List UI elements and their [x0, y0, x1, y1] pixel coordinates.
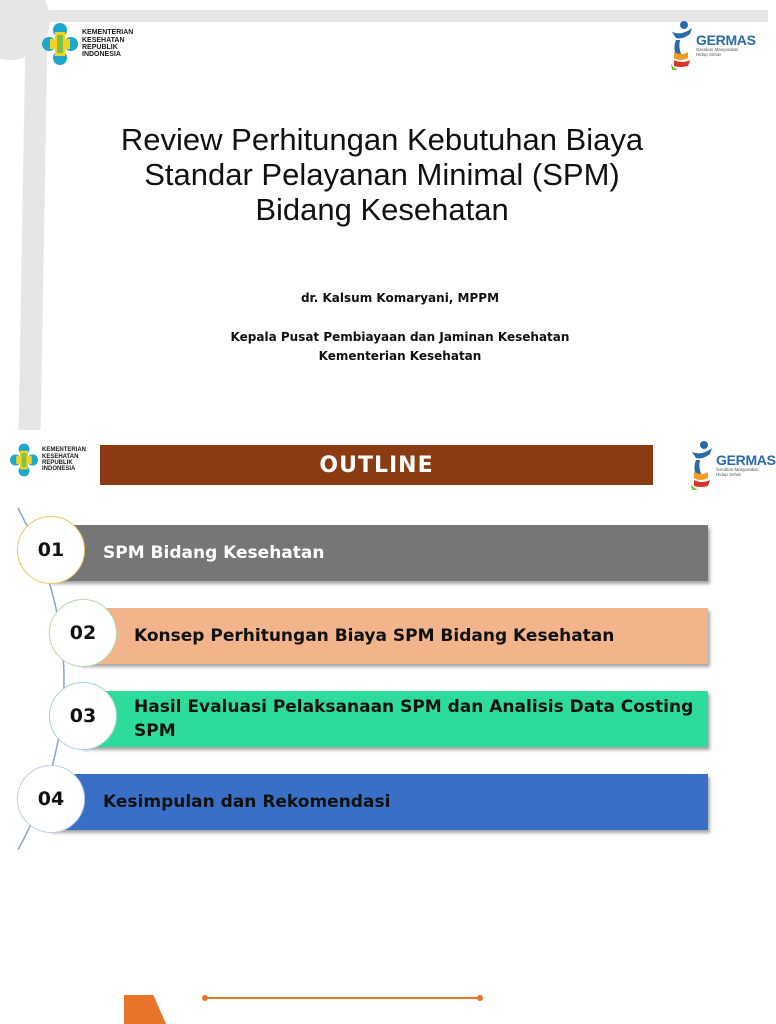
position-line: Kepala Pusat Pembiayaan dan Jaminan Kesehatan: [230, 330, 570, 344]
outline-item-4[interactable]: [50, 774, 708, 830]
presentation-title: [60, 122, 704, 227]
logo-text-line: REPUBLIK: [82, 44, 118, 51]
outline-number-badge: 01: [17, 516, 85, 584]
germas-subtitle: Hidup Sehat: [696, 51, 721, 57]
germas-figure-icon: [668, 18, 694, 70]
outline-item-label: SPM Bidang Kesehatan: [103, 543, 325, 563]
position-line: Kementerian Kesehatan: [318, 349, 482, 363]
logo-text-line: REPUBLIK: [42, 460, 73, 466]
title-line: Review Perhitungan Kebutuhan Biaya: [120, 122, 644, 157]
kemenkes-logo-text: [42, 447, 86, 472]
kemenkes-logo: [42, 20, 133, 68]
outline-title: OUTLINE: [319, 452, 434, 478]
germas-logo: [688, 438, 776, 490]
kemenkes-emblem-icon: [10, 440, 38, 480]
germas-subtitle: Gerakan Masyarakat: [716, 467, 758, 472]
kemenkes-logo-text: [82, 29, 133, 58]
outline-item-1[interactable]: [50, 525, 708, 581]
kemenkes-logo: [10, 440, 86, 480]
logo-text-line: KEMENTERIAN: [82, 29, 134, 37]
top-gray-band: [30, 10, 768, 22]
outline-item-label: Hasil Evaluasi Pelaksanaan SPM dan Analisis Data Costing SPM: [134, 697, 694, 741]
author-position: [100, 328, 700, 366]
outline-item-label: Kesimpulan dan Rekomendasi: [103, 792, 391, 812]
footer-accent-line: [205, 997, 480, 999]
footer-accent-shape: [124, 995, 166, 1024]
left-gray-bar: [19, 40, 48, 430]
germas-wordmark: GERMAS: [696, 32, 756, 48]
germas-wordmark: GERMAS: [716, 452, 776, 468]
title-line: Standar Pelayanan Minimal (SPM): [144, 157, 620, 192]
outline-header: [100, 445, 653, 485]
outline-item-3[interactable]: [80, 691, 708, 747]
title-line: Bidang Kesehatan: [255, 192, 509, 227]
germas-subtitle: Gerakan Masyarakat: [696, 47, 738, 52]
germas-figure-icon: [688, 438, 714, 490]
logo-text-line: KESEHATAN: [82, 36, 125, 44]
kemenkes-emblem-icon: [42, 20, 78, 68]
germas-subtitle: Hidup Sehat: [716, 471, 741, 477]
germas-logo: [668, 18, 756, 70]
outline-number-badge: 04: [17, 765, 85, 833]
logo-text-line: KEMENTERIAN: [42, 447, 87, 454]
outline-number-badge: 03: [49, 682, 117, 750]
logo-text-line: KESEHATAN: [42, 453, 79, 460]
logo-text-line: INDONESIA: [42, 466, 76, 473]
outline-item-label: Konsep Perhitungan Biaya SPM Bidang Kesehatan: [134, 626, 615, 646]
author-name: dr. Kalsum Komaryani, MPPM: [300, 291, 500, 305]
title-slide: [0, 0, 768, 430]
logo-text-line: INDONESIA: [82, 51, 121, 59]
outline-slide: [0, 430, 776, 1024]
outline-number-badge: 02: [49, 599, 117, 667]
outline-item-2[interactable]: [80, 608, 708, 664]
